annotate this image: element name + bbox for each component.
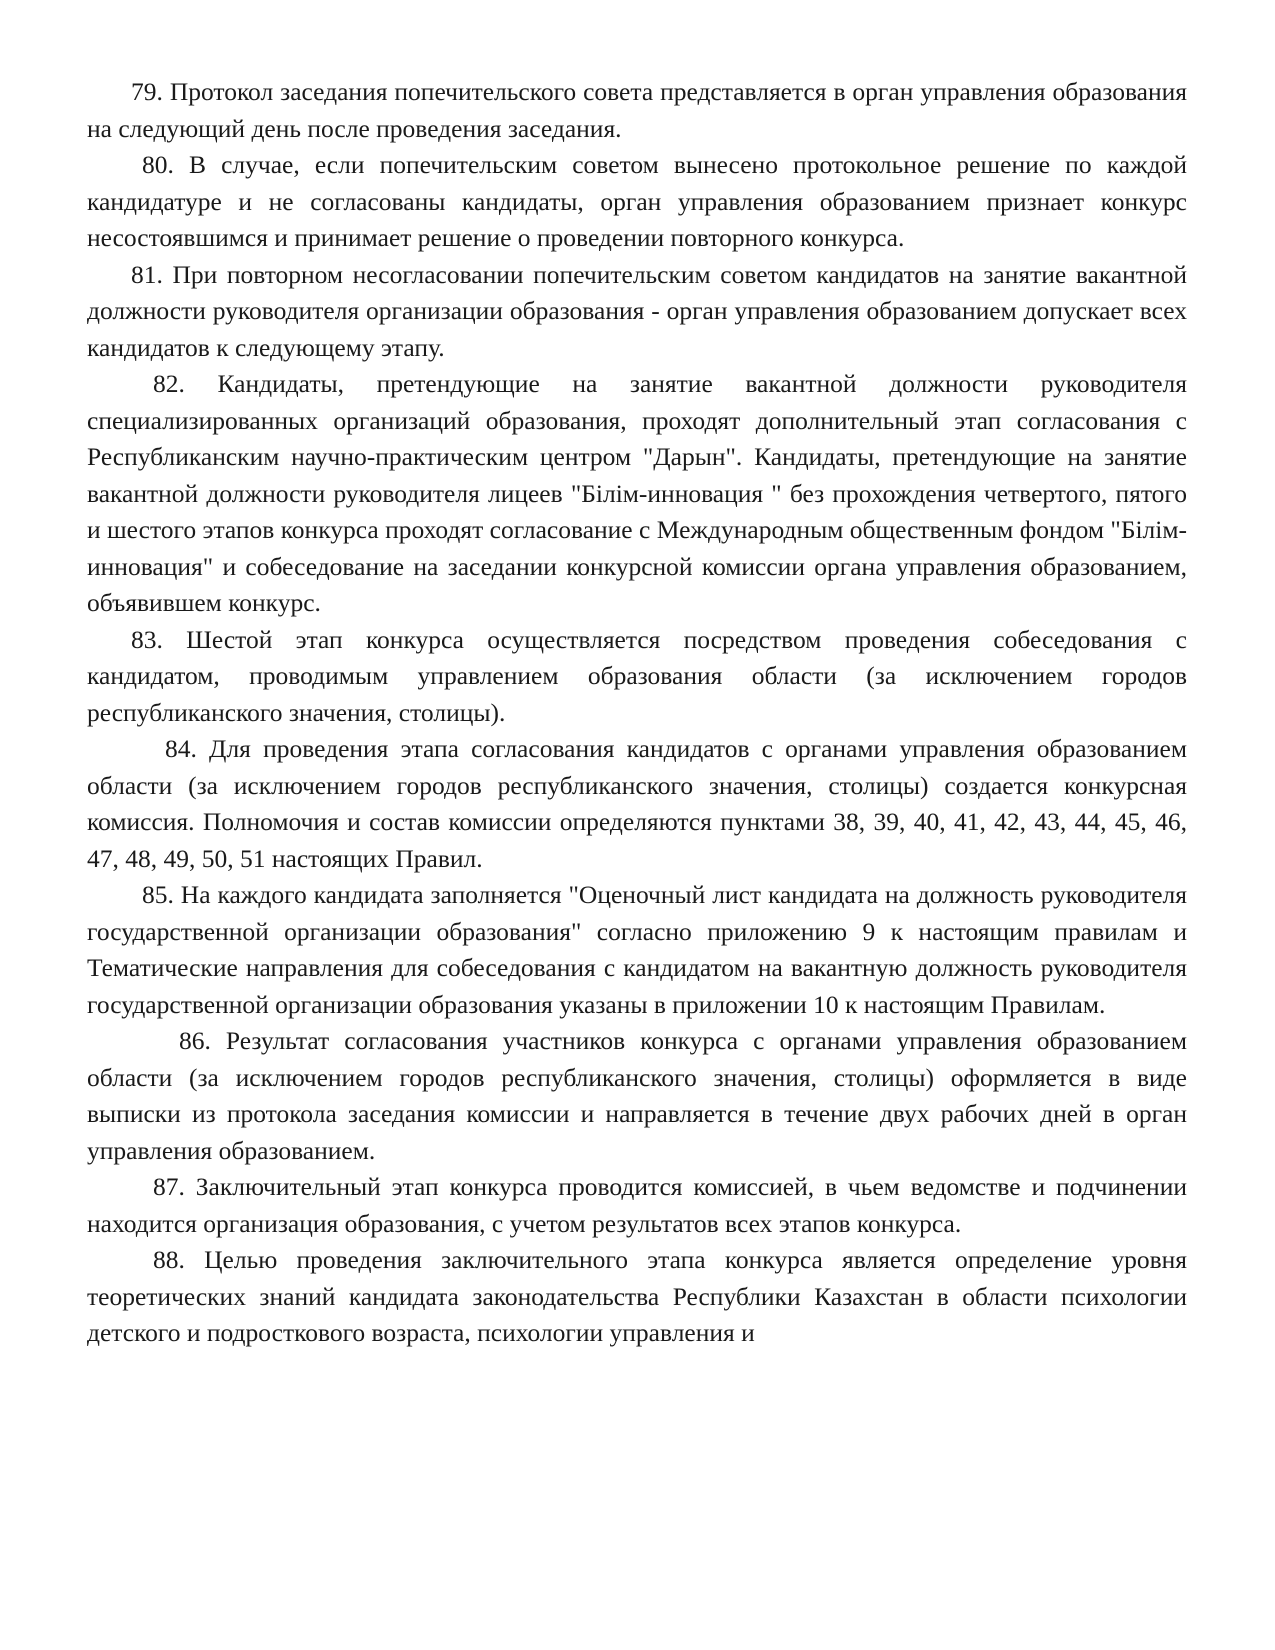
paragraph-80: 80. В случае, если попечительским советом вынесено протокольное решение по каждой кандидатуре и не согласованы кандидаты, орган управления образованием признает конкурс несостоявшимся и принимает решение о проведении повторного конкурса. bbox=[87, 150, 1187, 252]
paragraph-87: 87. Заключительный этап конкурса проводится комиссией, в чьем ведомстве и подчинении находится организация образования, с учетом результатов всех этапов конкурса. bbox=[87, 1172, 1187, 1238]
paragraph-83: 83. Шестой этап конкурса осуществляется посредством проведения собеседования с кандидатом, проводимым управлением образования области (за исключением городов республиканского значения, столицы). bbox=[87, 624, 1187, 727]
paragraph-81: 81. При повторном несогласовании попечительским советом кандидатов на занятие вакантной должности руководителя организации образования - орган управления образованием допускает всех кандидатов к следующему этапу. bbox=[87, 259, 1187, 362]
paragraph-86: 86. Результат согласования участников конкурса с органами управления образованием области (за исключением городов республиканского значения, столицы) оформляется в виде выписки из протокола заседания комиссии и направляется в течение двух рабочих дней в орган управления образованием. bbox=[87, 1026, 1187, 1165]
paragraph-82: 82. Кандидаты, претендующие на занятие вакантной должности руководителя специализированных организаций образования, проходят дополнительный этап согласования с Республиканским научно-практическим центром "Дарын". Кандидаты, претендующие на занятие вакантной должности руководителя лицеев "Білім-инновация " без прохождения четвертого, пятого и шестого этапов конкурса проходят согласование с Международным общественным фондом "Білім-инновация" и собеседование на заседании конкурсной комиссии органа управления образованием, объявившем конкурс. bbox=[87, 369, 1187, 617]
paragraph-79: 79. Протокол заседания попечительского совета представляется в орган управления образования на следующий день после проведения заседания. bbox=[87, 77, 1187, 143]
paragraph-84: 84. Для проведения этапа согласования кандидатов с органами управления образованием области (за исключением городов республиканского значения, столицы) создается конкурсная комиссия. Полномочия и состав комиссии определяются пунктами 38, 39, 40, 41, 42, 43, 44, 45, 46, 47, 48, 49, 50, 51 настоящих Правил. bbox=[87, 734, 1187, 873]
document-page bbox=[87, 74, 1187, 1352]
paragraph-85: 85. На каждого кандидата заполняется "Оценочный лист кандидата на должность руководителя государственной организации образования" согласно приложению 9 к настоящим правилам и Тематические направления для собеседования с кандидатом на вакантную должность руководителя государственной организации образования указаны в приложении 10 к настоящим Правилам. bbox=[87, 880, 1187, 1019]
paragraph-88: 88. Целью проведения заключительного этапа конкурса является определение уровня теоретических знаний кандидата законодательства Республики Казахстан в области психологии детского и подросткового возраста, психологии управления и bbox=[87, 1245, 1187, 1347]
